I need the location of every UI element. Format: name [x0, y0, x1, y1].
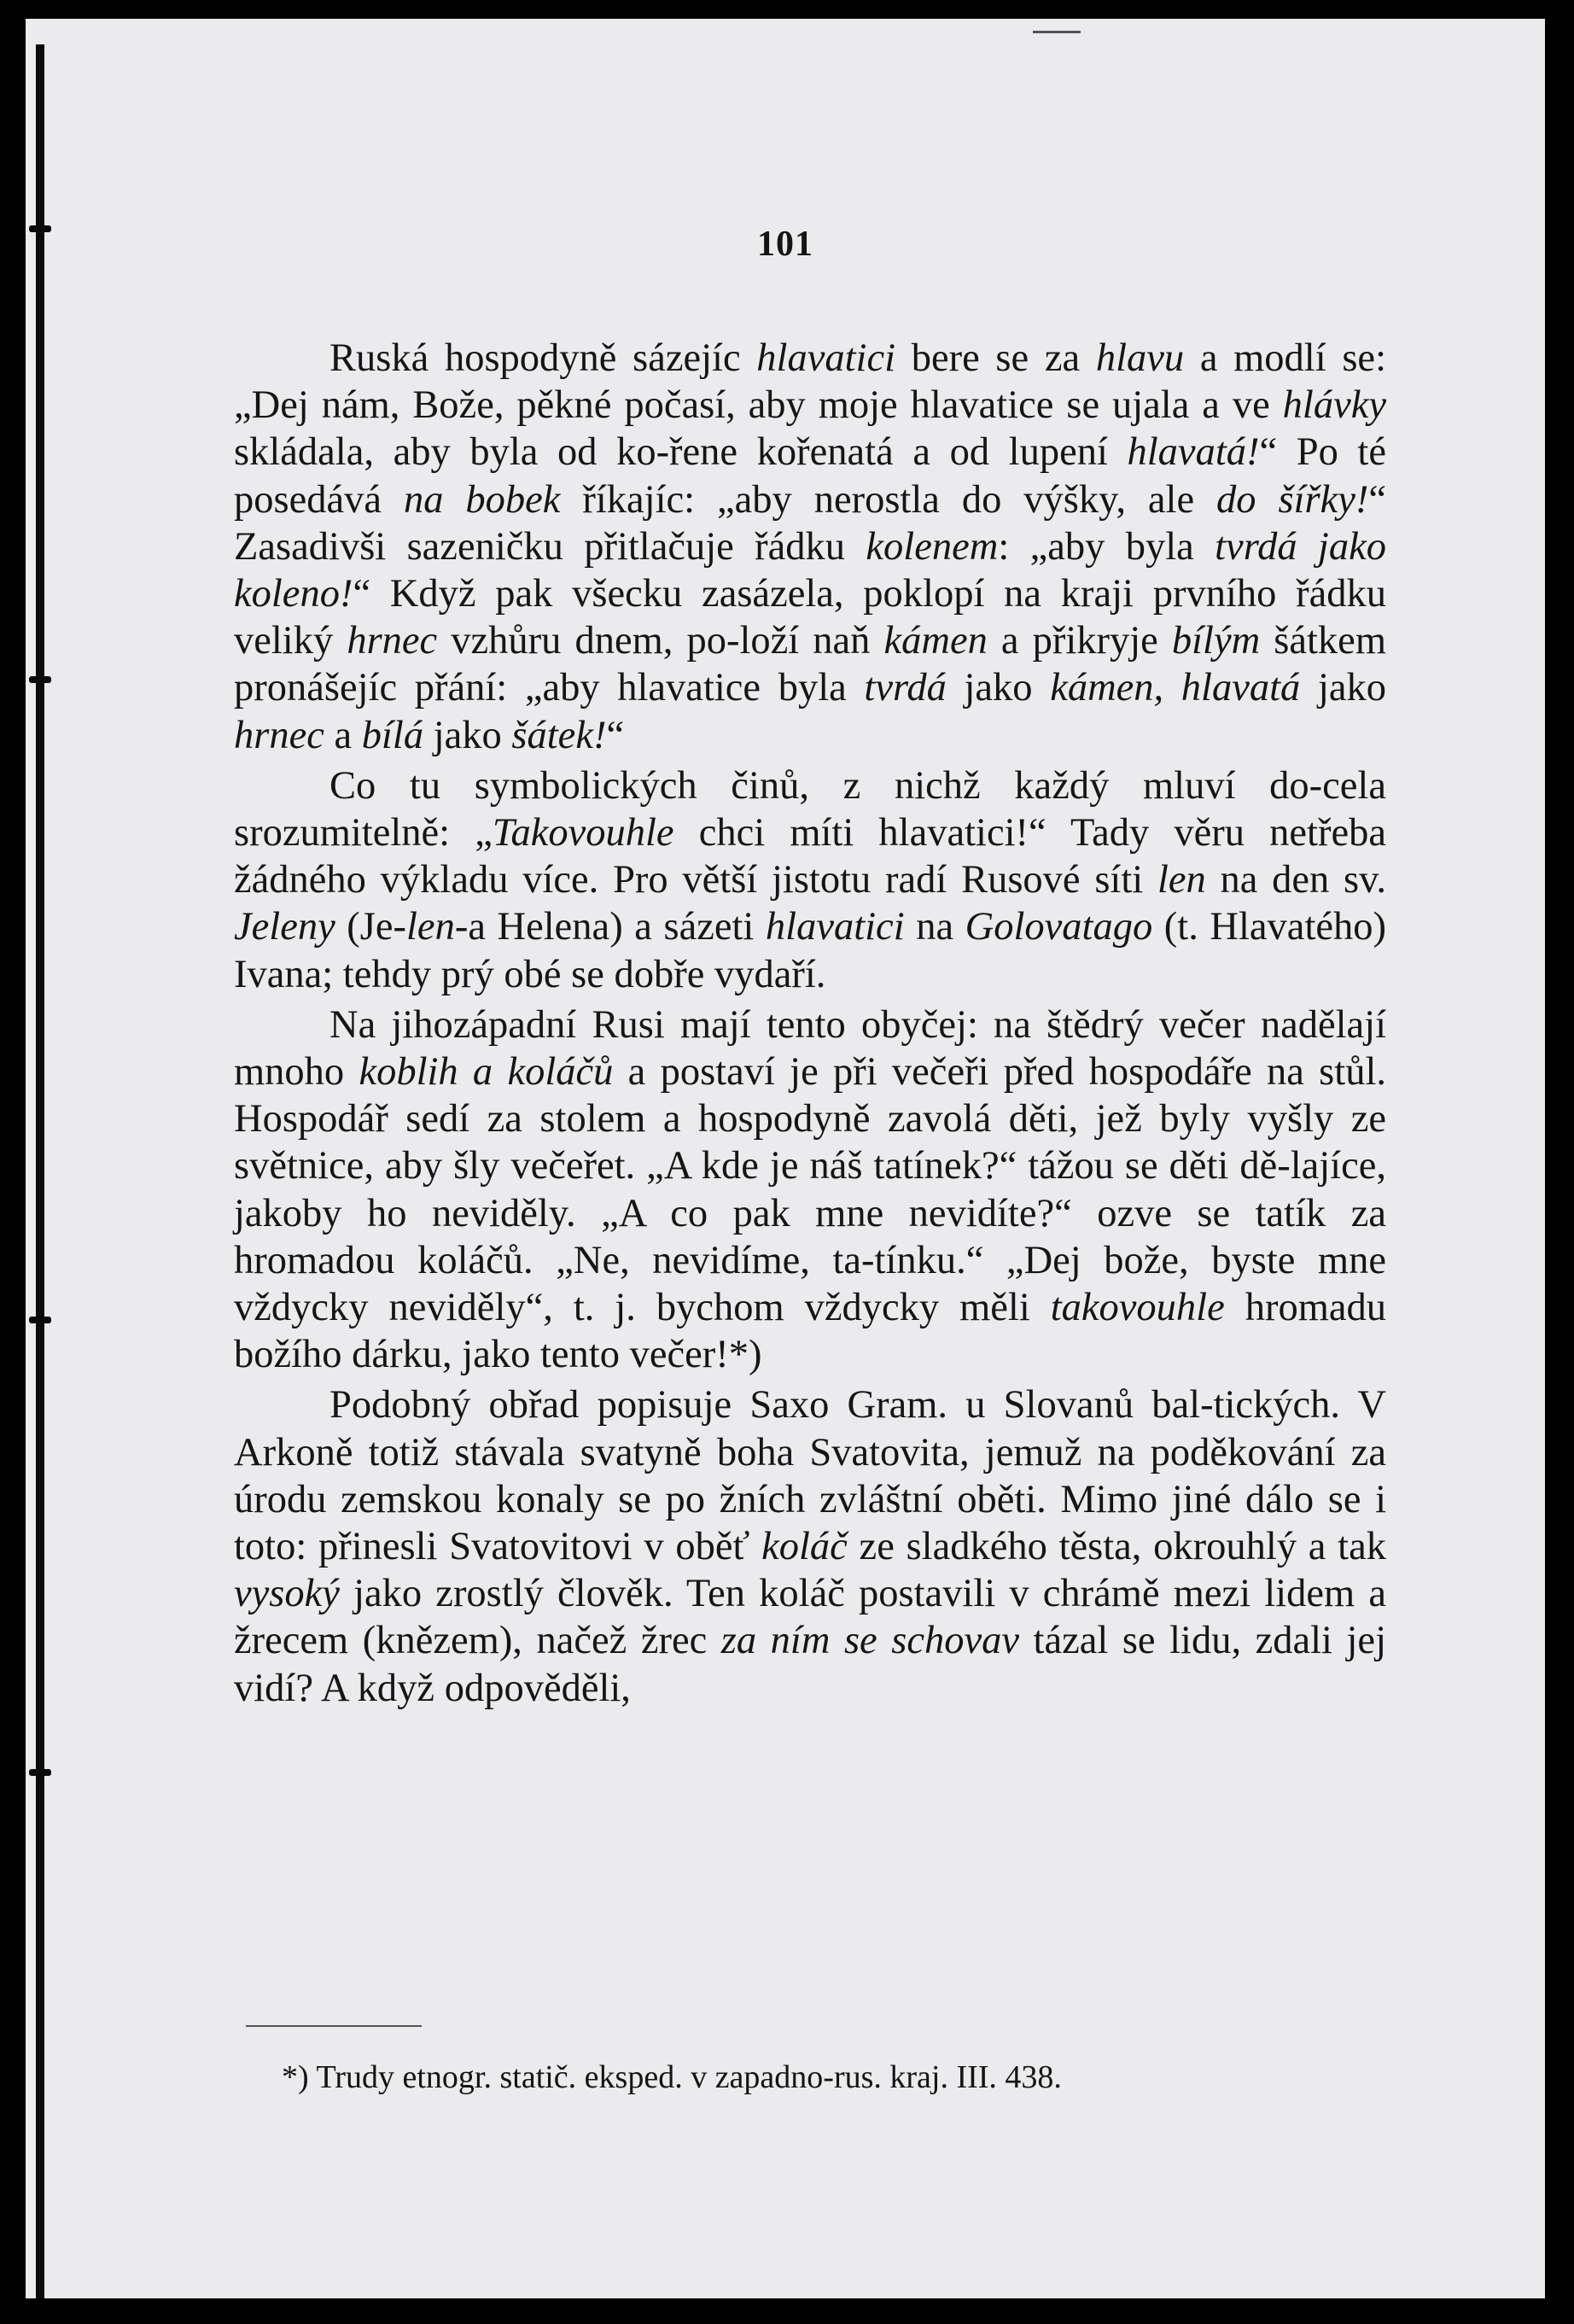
text-run: skládala, aby byla od ko-řene kořenatá a od lupení: [234, 430, 1128, 475]
text-run: jako zrostlý člověk. Ten koláč postavili v chrámě mezi lidem a žrecem (knězem), načež žrec: [234, 1572, 1386, 1663]
italic-run: hlavatici: [756, 336, 896, 380]
italic-run: bílým: [1171, 619, 1261, 663]
book-page: [26, 19, 1545, 2298]
italic-run: vysoký: [234, 1572, 340, 1616]
text-run: šátkem pronášejíc přání: „aby hlavatice byla: [234, 619, 1386, 710]
text-run: bere se za: [895, 336, 1096, 380]
text-run: hromadu božího dárku, jako tento večer!*): [234, 1286, 1387, 1377]
paragraph: [234, 762, 1386, 998]
text-run: říkajíc: „aby nerostla do výšky, ale: [560, 477, 1217, 522]
text-run: (t. Hlavatého) Ivana; tehdy prý obé se dobře vydaří.: [234, 905, 1386, 996]
text-run: “: [606, 713, 625, 757]
italic-run: bílá: [361, 713, 424, 757]
italic-run: tvrdá jako koleno!: [234, 524, 1386, 616]
text-run: (Je-: [335, 905, 407, 949]
italic-run: kámen: [883, 619, 988, 663]
paragraph: [234, 1381, 1386, 1711]
binding-stitch: [29, 1317, 51, 1323]
text-run: jako: [423, 713, 512, 757]
text-run: -a Helena) a sázeti: [454, 905, 766, 949]
italic-run: tvrdá: [864, 666, 947, 710]
text-run: jako: [1300, 666, 1386, 710]
italic-run: koláč: [761, 1525, 848, 1569]
italic-run: hrnec: [234, 713, 324, 757]
italic-run: hlavu: [1095, 336, 1185, 380]
text-run: a: [324, 713, 362, 757]
italic-run: Takovouhle: [492, 811, 674, 855]
page-binding-edge: [36, 44, 44, 2298]
text-run: jako: [946, 666, 1051, 710]
body-text: [234, 335, 1386, 1712]
footnote: *) Trudy etnogr. statič. eksped. v zapadno-rus. kraj. III. 438.: [282, 2059, 1062, 2095]
footnote-divider: [246, 2025, 422, 2027]
text-run: Podobný obřad popisuje Saxo Gram. u Slovanů bal-tických. V Arkoně totiž stávala svatyně boha Svatovita, jemuž na poděkování za úrodu zemskou konaly se po žních zvláštní oběti. Mimo jiné dálo se i toto: přinesli Svatovitovi v oběť: [234, 1383, 1386, 1569]
italic-run: kolenem: [866, 524, 999, 569]
text-run: Co tu symbolických činů, z nichž každý mluví do-cela srozumitelně: „: [234, 763, 1386, 855]
text-run: Na jihozápadní Rusi mají tento obyčej: na štědrý večer nadělají mnoho: [234, 1002, 1386, 1095]
italic-run: Golovatago: [965, 905, 1153, 949]
text-run: na: [904, 905, 965, 949]
italic-run: hlavatici: [765, 905, 905, 949]
text-run: “ Zasadivši sazeničku přitlačuje řádku: [234, 477, 1386, 569]
text-run: Ruská hospodyně sázejíc: [329, 336, 757, 380]
text-run: chci míti hlavatici!“ Tady věru netřeba žádného výkladu více. Pro větší jistotu radí Rusové síti: [234, 811, 1386, 902]
paragraph: [234, 1001, 1386, 1379]
text-run: a přikryje: [987, 619, 1172, 663]
italic-run: Jeleny: [234, 905, 335, 949]
italic-run: šátek!: [511, 713, 607, 757]
binding-stitch: [29, 676, 51, 683]
italic-run: hrnec: [347, 619, 438, 663]
italic-run: hlávky: [1282, 383, 1386, 428]
italic-run: do šířky!: [1216, 477, 1369, 522]
text-run: tázal se lidu, zdali jej vidí? A když odpověděli,: [234, 1619, 1386, 1710]
text-run: “ Když pak všecku zasázela, poklopí na kraji prvního řádku veliký: [234, 572, 1386, 663]
italic-run: za ním se schovav: [720, 1619, 1019, 1663]
scan-artifact: [1033, 31, 1081, 33]
italic-run: takovouhle: [1050, 1286, 1225, 1330]
text-run: : „aby byla: [998, 524, 1215, 569]
paragraph: [234, 335, 1386, 759]
page-number: 101: [757, 225, 813, 264]
italic-run: koblih a koláčů: [359, 1050, 614, 1095]
text-run: a modlí se: „Dej nám, Bože, pěkné počasí, aby moje hlavatice se ujala a ve: [234, 336, 1386, 428]
italic-run: hlavatá!: [1127, 430, 1260, 475]
italic-run: len: [1157, 858, 1206, 902]
binding-stitch: [29, 1769, 51, 1776]
text-run: ze sladkého těsta, okrouhlý a tak: [847, 1525, 1386, 1569]
italic-run: na bobek: [403, 477, 561, 522]
text-run: “ Po té posedává: [234, 430, 1386, 522]
text-run: vzhůru dnem, po-loží naň: [437, 619, 884, 663]
italic-run: kámen, hlavatá: [1050, 666, 1301, 710]
text-run: na den sv.: [1205, 858, 1386, 902]
text-run: a postaví je při večeři před hospodáře na stůl. Hospodář sedí za stolem a hospodyně zavolá děti, jež byly vyšly ze světnice, aby šly večeřet. „A kde je náš tatínek?“ tážou se děti dě-lajíce, jakoby ho neviděly. „A co pak mne nevidíte?“ ozve se tatík za hromadou koláčů. „Ne, nevidíme, ta-tínku.“ „Dej bože, byste mne vždycky neviděly“, t. j. bychom vždycky měli: [234, 1050, 1386, 1330]
italic-run: len: [406, 905, 455, 949]
